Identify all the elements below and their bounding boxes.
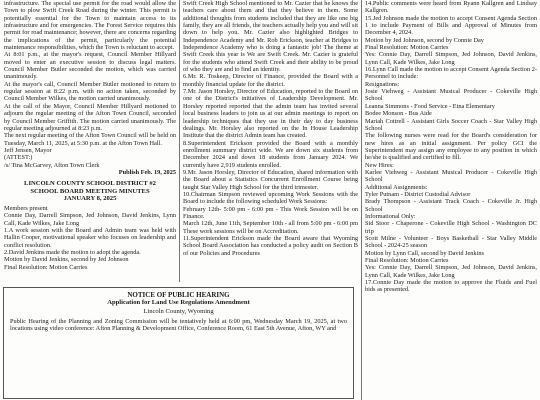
attest-line: (ATTEST:) [4,154,33,162]
article-paragraph: 6.Mr. R. Toskeep, Director of Finance, provided the Board with a monthly financial update for the district. [183,73,358,88]
signature-clerk: /s/ Tina McGarvey, Afton Town Clerk [4,161,100,169]
notice-location: Lincoln County, Wyoming [143,308,214,315]
minutes-line: Connie Day, Darrell Simpson, Jed Johnson, David Jenkins, Lynn Call, Kade Wilkes, Jake Long [4,212,176,227]
minutes-line: Mariah Cottrell - Assistant Girls Soccer Coach - Star Valley High School [365,117,537,132]
minutes-line: 16.Lynn Call made the motion to accept Consent Agenda Section 2- Personnel to include: [365,66,537,81]
minutes-line: 1.A work session with the Board and Admin team was held with Hallin Cooper, motivational speaker who focuses on leadership and conflict resolution. [4,227,176,249]
column-left [4,0,176,271]
public-hearing-notice [3,287,354,399]
column-divider [361,0,362,400]
minutes-line: Yes: Connie Day, Darrell Simpson, Jed Johnson, David Jenkins, Lynn Call, Kade Wilkes, Jake Long [365,51,537,66]
section-heading: LINCOLN COUNTY SCHOOL DISTRICT #2 [24,180,156,188]
minutes-line: Yes: Connie Day, Darrell Simpson, Jed Johnson, David Jenkins, Lynn Call, Kade Wilkes, Jake Long [365,264,537,279]
minutes-line: 2.David Jenkins made the motion to adopt the agenda. [4,249,141,257]
column-divider [179,0,180,282]
article-paragraph: At 8:01 p.m., at the mayor's request, Council Member Hillyard moved to enter an executive session to discuss legal matters. Council Member Butler seconded the motion, which was carried unanimously. [4,51,176,81]
article-paragraph: March 12th, June 11th, September 10th - all from 5:00 pm - 6:00 pm These work sessions will be on Accreditation. [183,220,358,235]
minutes-line: New Hires: [365,161,394,169]
minutes-line: Bodee Monson - Bus Aide [365,110,432,118]
column-right [365,0,537,294]
notice-title: NOTICE OF PUBLIC HEARING [127,291,230,299]
minutes-line: Final Resolution: Motion Carries [365,257,449,265]
notice-body: Public Hearing of the Planning and Zoning Commission will be tentatively held at 6:00 pm, Wednesday March 19, 2025, at two locations using video conference: Afton Planning & Development Office, Conference Room, 61 East 5th Avenue, Afton, WY and [10,318,347,333]
article-paragraph: The next regular meeting of the Afton Town Council will be held on Tuesday, March 11, 2025, at 5:30 p.m. at the Afton Town Hall. [4,132,176,147]
article-paragraph: 9.Mr. Jason Horsley, Director of Education, shared information with the Board about a Statistics Concurrent Enrollment Course being taught Star Valley High School for the third trimester. [183,168,358,191]
article-paragraph: 7.Mr. Jason Horsley, Director of Education, reported to the Board on one of the District's initiatives of Leadership Development. Mr. Horsley reported reported that the admin team has invited several local business leaders to join us at our admin meetings to report on leadership techniques that they use in their day to day business dealings. Mr. Horsley also reported on the In House Leadership Institute that the district Admin team has created. [183,88,358,140]
minutes-line: Motion by David Jenkins, second by Jed Johnson [4,256,129,264]
minutes-line: 15.Jed Johnson made the motion to accept Consent Agenda Section 1 to include Payment of Bills and Approval of Minutes from December 4, 2024. [365,14,537,37]
section-heading: JANUARY 8, 2025 [63,195,117,203]
minutes-line: Scott Milne - Volunteer - Boys Basketball - Star Valley Middle School - 2024-25 season [365,235,537,250]
minutes-line: 14.Public comments were heard from Ryann Kallgren and Lindsay Kallgren. [365,0,537,15]
article-paragraph: February 12th- 5:00 pm - 6:00 pm - This Work Session will be on Finance. [183,205,358,220]
minutes-line: Motion by Jed Johnson, second by Connie Day [365,36,484,44]
minutes-line: Resignations: [365,80,400,88]
article-paragraph: At the call of the Mayor, Council Member Hillyard motioned to adjourn the regular meeting of the Afton Town Council, seconded by Council Member Griffith. The motion carried unanimously. The regular meeting adjourned at 8:23 p.m. [4,102,176,132]
minutes-line: Leanna Simmons - Food Service - Etna Elementary [365,102,495,110]
minutes-line: Motion by Lynn Call, second by David Jenkins [365,249,484,257]
minutes-line: Josie Viehweg - Assistant Musical Producer - Cokeville High School [365,88,537,103]
minutes-line: Final Resolution: Motion Carries [4,263,88,271]
article-paragraph: infrastructure. The special use permit for the road would allow the Town to plow Swift Creek Road during the winter. This permit is potentially essential for the Town to maintain access to its infrastructure and for emergencies. The Forest Service requires this permit for road maintenance; however, there are concerns regarding the implications of the permit, particularly the potential maintenance responsibilities, which the Town is reluctant to accept. [4,0,176,52]
minutes-line: 17.Connie Day made the motion to approve the Fluids and Fuel bids as presented. [365,279,537,294]
publish-date: Publish Feb. 19, 2025 [118,168,176,176]
minutes-line: Final Resolution: Motion Carries [365,44,449,52]
article-paragraph: 8.Superintendent Erickson provided the Board with a monthly enrollment summary district wide. We are down six students from December 2024 and down 18 students from January 2024. We currently have 2,919 students enrolled. [183,139,358,169]
minutes-line: Karlee Viehweg - Assistant Musical Producer - Cokeville High School [365,168,537,184]
article-paragraph: At the mayor's call, Council Member Butler motioned to return to regular session at 8:22 p.m. with no action taken, seconded by Council Member Wilkes, the motion carried unanimously. [4,80,176,103]
signature-mayor: Jeff Jensen, Mayor [4,146,52,154]
minutes-line: Sid Stoor - Chaperone - Cokeville High School - Washington DC trip [365,220,537,235]
minutes-line: Tyler Putnam - District Custodial Advisor [365,190,471,198]
column-middle [183,0,358,257]
article-paragraph: 10.Chairman Simpson reviewed upcoming Work Sessions with the Board to include the following scheduled Work Sessions: [183,190,358,206]
minutes-line: The following nurses were read for the Board's consideration for new hires as an initial assignment. Per policy GCI the Superintendent may assign any employee to any position in which he/she is qualified and certified to fill. [365,132,537,162]
article-paragraph: 11.Superintendent Erickson made the Board aware that Wyoming School Board Association has conducted a policy audit on Section B of our Policies and Procedures [183,235,358,257]
minutes-line: Additional Assignments: [365,183,428,191]
minutes-line: Informational Only: [365,212,416,220]
notice-subtitle: Application for Land Use Regulations Amendment [107,299,250,306]
minutes-line: Brady Thompson - Assistant Track Coach - Cokeville Jr. High School [365,198,537,213]
article-paragraph: Swift Creek High School mentioned to Mr. Cazier that he knows the teachers care about them and that they believe in them. Some additional thoughts from students included that they are like one big family, they are all friends, the teachers actually help you and will sit down to help you. Mr. Cazier also highlighted Bridges to Independence Academy and Mr. Rob Erickson, teacher at Bridges to Independence Academy who is doing a fantastic job! The theme at Swift Creek this year is We are Swift Creek. Mr. Cazier is grateful for the students who attend Swift Creek and their ability to be proud of who they are and to find an identity. [183,0,358,74]
minutes-line: Members present [4,205,48,213]
section-heading: SCHOOL BOARD MEETING MINUTES [30,187,150,195]
